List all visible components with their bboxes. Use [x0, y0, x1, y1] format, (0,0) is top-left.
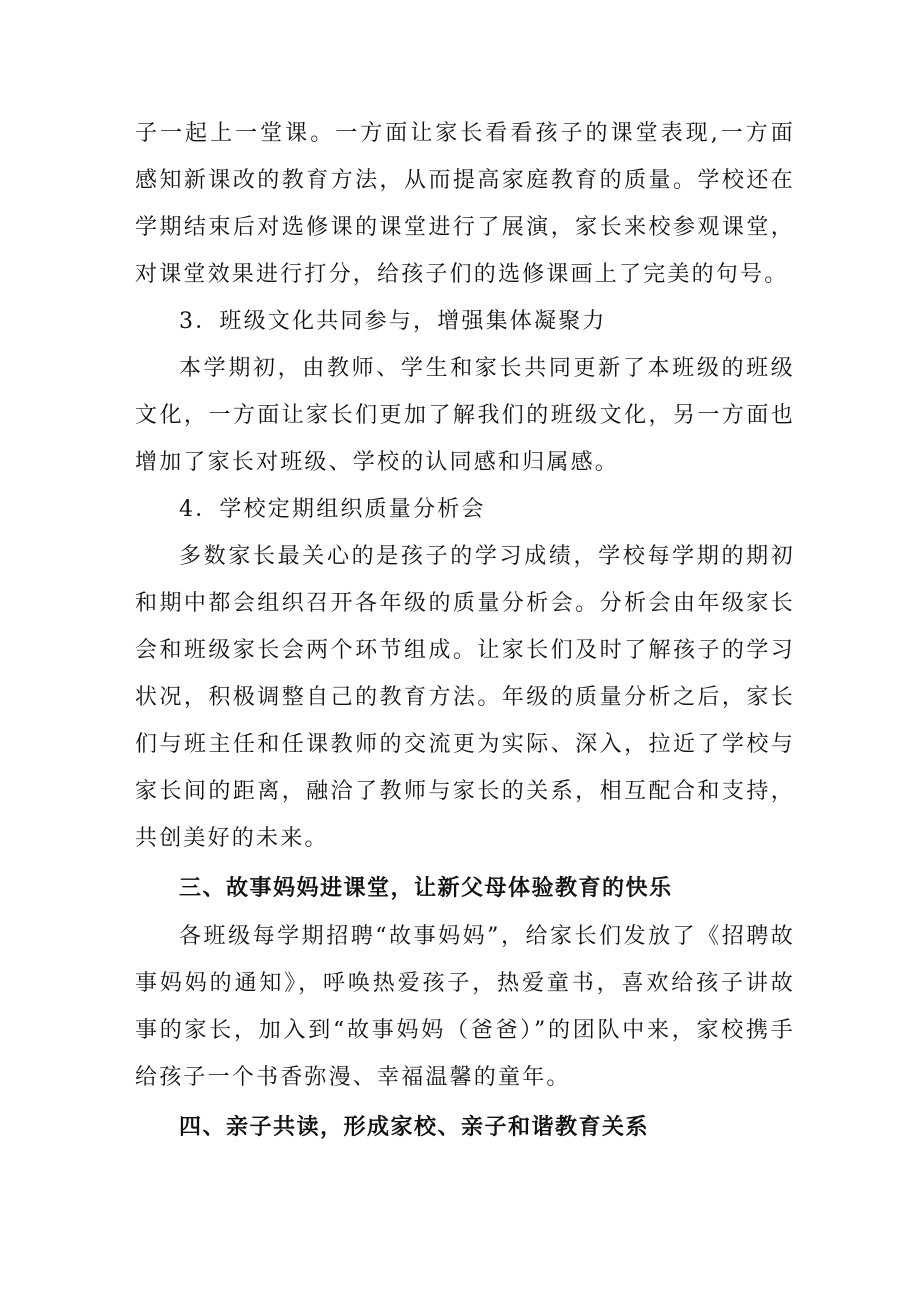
- subsection-title-3: 3．班级文化共同参与，增强集体凝聚力: [179, 309, 607, 334]
- section-heading-3: 三、故事妈妈进课堂，让新父母体验教育的快乐: [179, 876, 673, 901]
- paragraph-quality-analysis: 多数家长最关心的是孩子的学习成绩，学校每学期的期初和期中都会组织召开各年级的质量分析会。分析会由年级家长会和班级家长会两个环节组成。让家长们及时了解孩子的学习状况，积极调整自己的教育方法。年级的质量分析之后，家长们与班主任和任课教师的交流更为实际、深入，拉近了学校与家长间的距离，融洽了教师与家长的关系，相互配合和支持，共创美好的未来。: [135, 544, 795, 851]
- subsection-title-4: 4．学校定期组织质量分析会: [179, 497, 486, 522]
- paragraph-class-culture: 本学期初，由教师、学生和家长共同更新了本班级的班级文化，一方面让家长们更加了解我们的班级文化，另一方面也增加了家长对班级、学校的认同感和归属感。: [135, 356, 795, 475]
- document-body: [135, 110, 795, 1152]
- section-heading-4: 四、亲子共读，形成家校、亲子和谐教育关系: [179, 1115, 650, 1140]
- paragraph-story-mothers: 各班级每学期招聘“故事妈妈”，给家长们发放了《招聘故事妈妈的通知》，呼唤热爱孩子，热爱童书，喜欢给孩子讲故事的家长，加入到“故事妈妈（爸爸）”的团队中来，家校携手给孩子一个书香弥漫、幸福温馨的童年。: [135, 924, 795, 1090]
- paragraph-continuation: 子一起上一堂课。一方面让家长看看孩子的课堂表现,一方面感知新课改的教育方法，从而提高家庭教育的质量。学校还在学期结束后对选修课的课堂进行了展演，家长来校参观课堂，对课堂效果进行打分，给孩子们的选修课画上了完美的句号。: [135, 121, 795, 287]
